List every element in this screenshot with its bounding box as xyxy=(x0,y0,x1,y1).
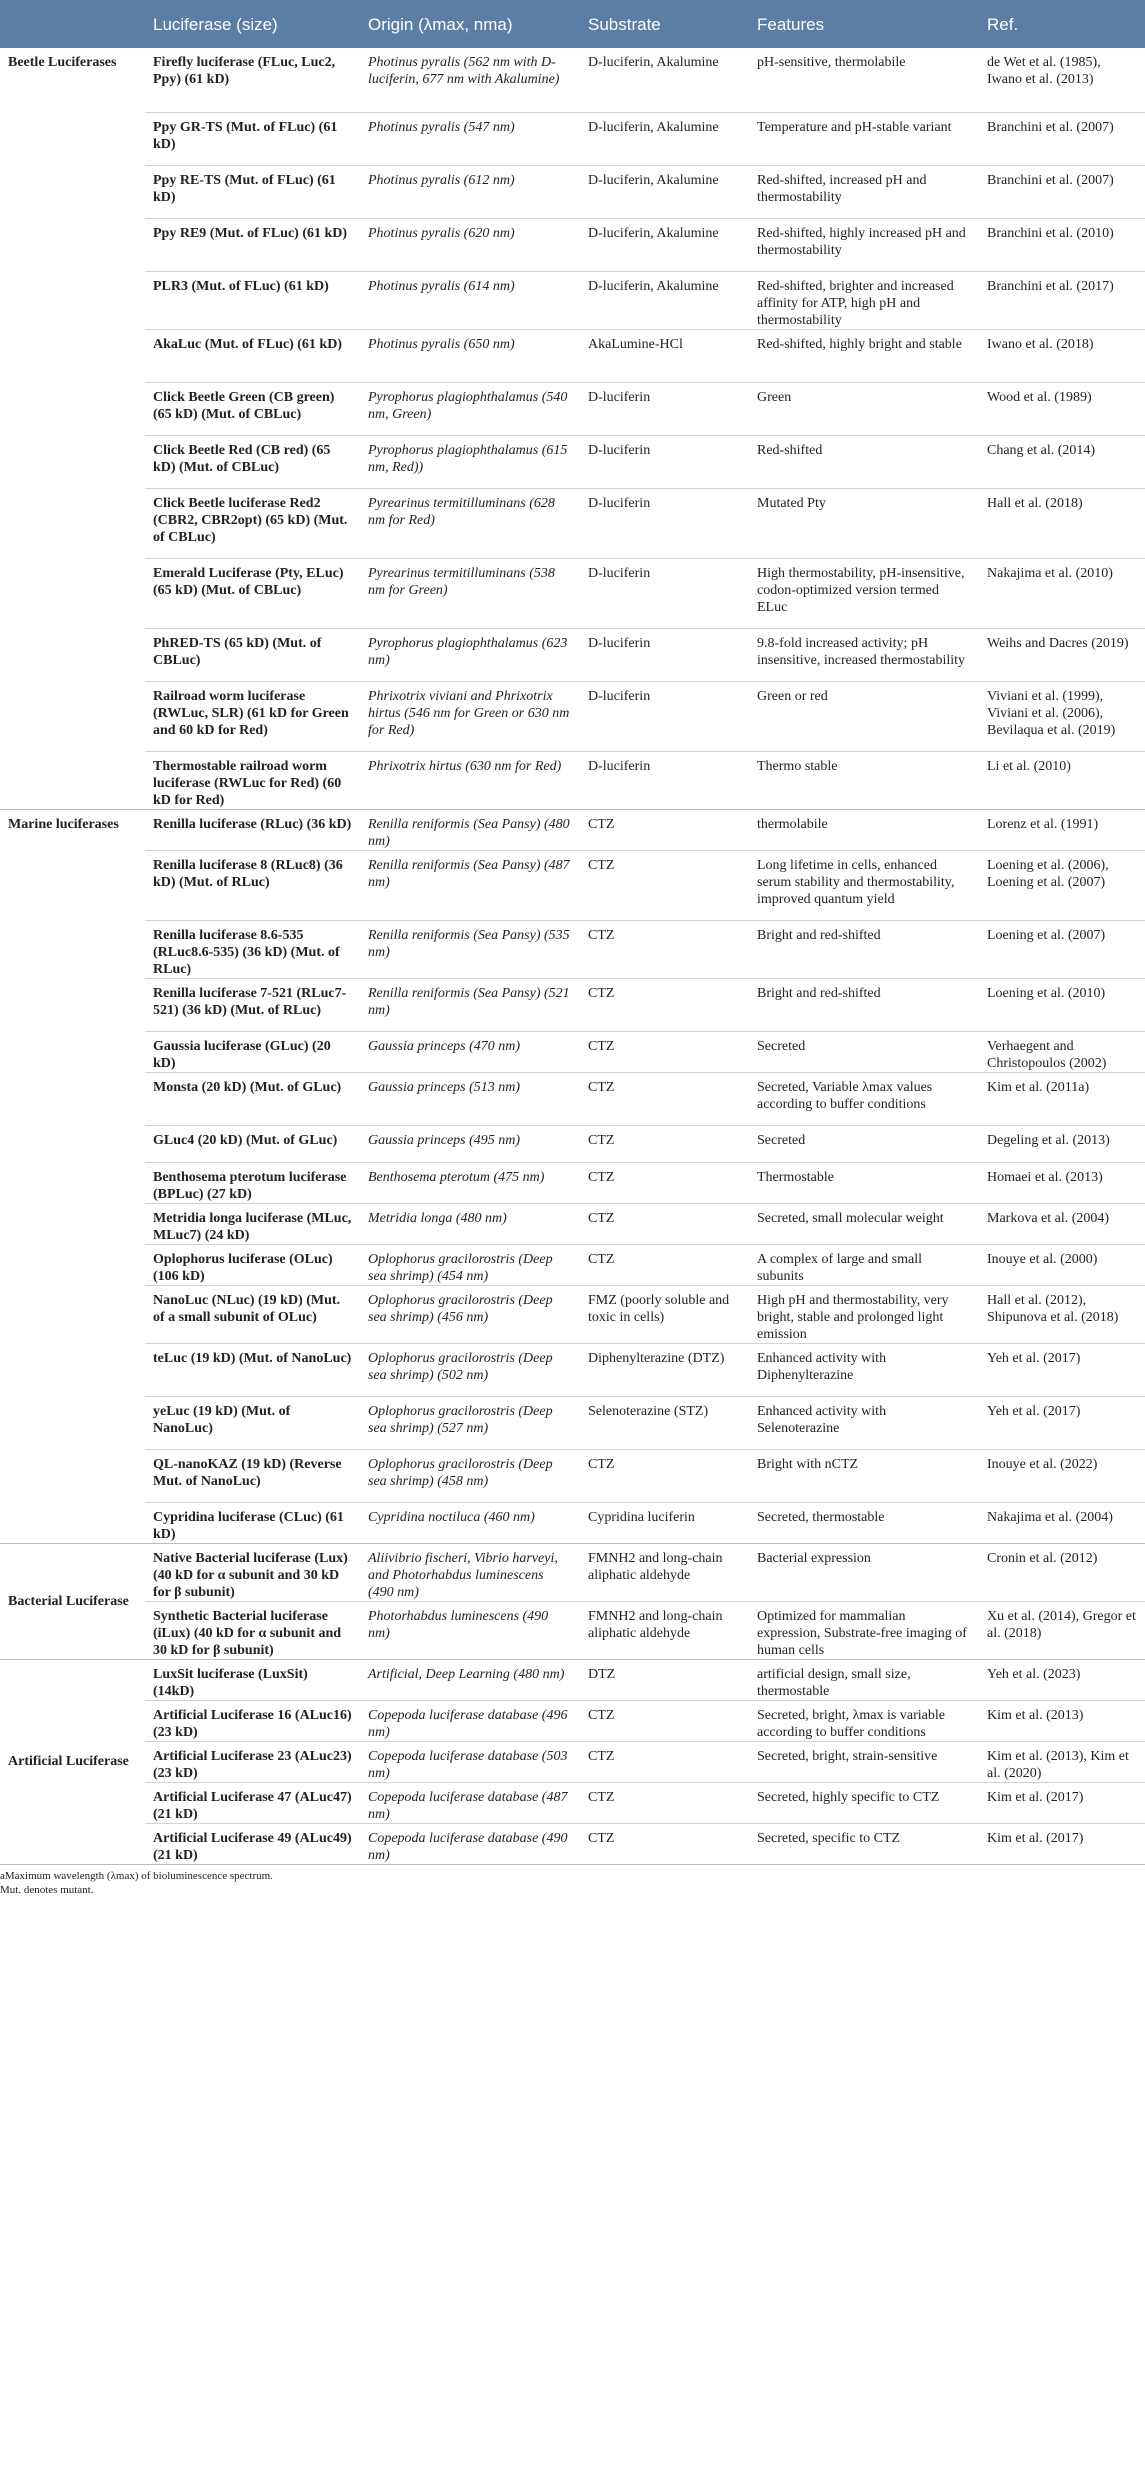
table-row xyxy=(0,850,1145,920)
cell-substrate: CTZ xyxy=(580,978,749,1031)
cell-origin: Pyrearinus termitilluminans (538 nm for Green) xyxy=(360,558,580,628)
header-substrate: Substrate xyxy=(580,0,749,48)
cell-name: GLuc4 (20 kD) (Mut. of GLuc) xyxy=(145,1125,360,1162)
cell-name: Click Beetle luciferase Red2 (CBR2, CBR2opt) (65 kD) (Mut. of CBLuc) xyxy=(145,488,360,558)
cell-substrate: CTZ xyxy=(588,816,615,832)
cell-substrate: Selenoterazine (STZ) xyxy=(580,1396,749,1449)
cell-features: Bright and red-shifted xyxy=(749,978,979,1031)
table-row xyxy=(0,1700,1145,1741)
cell-name: Ppy RE9 (Mut. of FLuc) (61 kD) xyxy=(145,218,360,271)
cell-ref: Wood et al. (1989) xyxy=(979,382,1145,435)
cell-features: Secreted, Variable λmax values according to buffer conditions xyxy=(749,1072,979,1125)
cell-name: AkaLuc (Mut. of FLuc) (61 kD) xyxy=(145,329,360,382)
table-row xyxy=(0,271,1145,329)
cell-substrate: CTZ xyxy=(580,1823,749,1864)
cell-ref: Chang et al. (2014) xyxy=(979,435,1145,488)
cell-name: Renilla luciferase 8 (RLuc8) (36 kD) (Mut. of RLuc) xyxy=(145,850,360,920)
table-row xyxy=(0,809,1145,850)
cell-origin: Copepoda luciferase database (503 nm) xyxy=(360,1741,580,1782)
cell-features: Thermo stable xyxy=(749,751,979,809)
table-row xyxy=(0,1125,1145,1162)
cell-name: Renilla luciferase 8.6-535 (RLuc8.6-535) (36 kD) (Mut. of RLuc) xyxy=(145,920,360,978)
cell-substrate: CTZ xyxy=(580,1741,749,1782)
table-row xyxy=(0,1072,1145,1125)
cell-origin: Photinus pyralis (620 nm) xyxy=(360,218,580,271)
cell-name: Ppy RE-TS (Mut. of FLuc) (61 kD) xyxy=(145,165,360,218)
cell-origin: Pyrearinus termitilluminans (628 nm for Red) xyxy=(360,488,580,558)
cell-ref: Kim et al. (2013), Kim et al. (2020) xyxy=(979,1741,1145,1782)
cell-origin: Phrixotrix viviani and Phrixotrix hirtus (546 nm for Green or 630 nm for Red) xyxy=(360,681,580,751)
cell-features: Secreted, bright, strain-sensitive xyxy=(749,1741,979,1782)
cell-features: Red-shifted xyxy=(749,435,979,488)
table-row xyxy=(0,1162,1145,1203)
cell-substrate: CTZ xyxy=(580,1203,749,1244)
cell-origin: Phrixotrix hirtus (630 nm for Red) xyxy=(360,751,580,809)
table-row xyxy=(0,978,1145,1031)
cell-ref: Inouye et al. (2000) xyxy=(979,1244,1145,1285)
cell-substrate: D-luciferin xyxy=(580,751,749,809)
category-label: Bacterial Luciferase xyxy=(0,1543,145,1659)
cell-name: Metridia longa luciferase (MLuc, MLuc7) (24 kD) xyxy=(145,1203,360,1244)
table-row xyxy=(0,1449,1145,1502)
cell-origin: Pyrophorus plagiophthalamus (540 nm, Green) xyxy=(360,382,580,435)
cell-name: teLuc (19 kD) (Mut. of NanoLuc) xyxy=(145,1343,360,1396)
cell-name: NanoLuc (NLuc) (19 kD) (Mut. of a small subunit of OLuc) xyxy=(145,1285,360,1343)
table-row xyxy=(0,112,1145,165)
table-row xyxy=(0,681,1145,751)
cell-origin: Oplophorus gracilorostris (Deep sea shrimp) (456 nm) xyxy=(360,1285,580,1343)
cell-substrate: D-luciferin xyxy=(580,382,749,435)
cell-name: Oplophorus luciferase (OLuc) (106 kD) xyxy=(145,1244,360,1285)
cell-origin: Copepoda luciferase database (496 nm) xyxy=(360,1700,580,1741)
cell-name: Click Beetle Green (CB green) (65 kD) (Mut. of CBLuc) xyxy=(145,382,360,435)
cell-origin: Photinus pyralis (612 nm) xyxy=(360,165,580,218)
cell-features: High pH and thermostability, very bright, stable and prolonged light emission xyxy=(749,1285,979,1343)
table-row xyxy=(0,1285,1145,1343)
cell-substrate: CTZ xyxy=(580,920,749,978)
cell-origin: Photinus pyralis (614 nm) xyxy=(360,271,580,329)
cell-name: Emerald Luciferase (Pty, ELuc) (65 kD) (Mut. of CBLuc) xyxy=(145,558,360,628)
cell-origin: Renilla reniformis (Sea Pansy) (521 nm) xyxy=(360,978,580,1031)
cell-ref: Branchini et al. (2017) xyxy=(979,271,1145,329)
cell-features: Secreted, thermostable xyxy=(749,1502,979,1543)
cell-ref: Weihs and Dacres (2019) xyxy=(979,628,1145,681)
cell-features: Bright and red-shifted xyxy=(749,920,979,978)
cell-name: PhRED-TS (65 kD) (Mut. of CBLuc) xyxy=(145,628,360,681)
cell-name: yeLuc (19 kD) (Mut. of NanoLuc) xyxy=(145,1396,360,1449)
cell-ref: Nakajima et al. (2004) xyxy=(979,1502,1145,1543)
table-row xyxy=(0,1203,1145,1244)
cell-substrate: D-luciferin xyxy=(580,681,749,751)
cell-substrate: D-luciferin, Akalumine xyxy=(580,165,749,218)
cell-origin: Cypridina noctiluca (460 nm) xyxy=(360,1502,580,1543)
cell-origin: Copepoda luciferase database (487 nm) xyxy=(360,1782,580,1823)
cell-features: Secreted, small molecular weight xyxy=(749,1203,979,1244)
cell-features: Red-shifted, increased pH and thermostability xyxy=(749,165,979,218)
cell-origin: Gaussia princeps (513 nm) xyxy=(360,1072,580,1125)
cell-substrate: CTZ xyxy=(580,1449,749,1502)
cell-ref: Branchini et al. (2007) xyxy=(979,112,1145,165)
cell-substrate: D-luciferin xyxy=(580,628,749,681)
table-row xyxy=(0,165,1145,218)
cell-features: Bright with nCTZ xyxy=(749,1449,979,1502)
cell-ref: Markova et al. (2004) xyxy=(979,1203,1145,1244)
cell-ref: Yeh et al. (2017) xyxy=(979,1396,1145,1449)
cell-origin: Gaussia princeps (470 nm) xyxy=(360,1031,580,1072)
cell-name: Artificial Luciferase 23 (ALuc23) (23 kD) xyxy=(145,1741,360,1782)
footnote-mutant: Mut. denotes mutant. xyxy=(0,1883,94,1896)
cell-name: Renilla luciferase (RLuc) (36 kD) xyxy=(153,816,352,832)
cell-origin: Photinus pyralis (547 nm) xyxy=(360,112,580,165)
cell-name: Click Beetle Red (CB red) (65 kD) (Mut. of CBLuc) xyxy=(145,435,360,488)
header-ref: Ref. xyxy=(979,0,1145,48)
cell-ref: Loening et al. (2006), Loening et al. (2007) xyxy=(979,850,1145,920)
cell-ref: Hall et al. (2018) xyxy=(979,488,1145,558)
cell-features: Temperature and pH-stable variant xyxy=(749,112,979,165)
cell-ref: Kim et al. (2017) xyxy=(979,1782,1145,1823)
cell-origin: Metridia longa (480 nm) xyxy=(360,1203,580,1244)
cell-features: Secreted, bright, λmax is variable according to buffer conditions xyxy=(749,1700,979,1741)
cell-features: artificial design, small size, thermostable xyxy=(757,1666,911,1699)
cell-features: 9.8-fold increased activity; pH insensitive, increased thermostability xyxy=(749,628,979,681)
table-header xyxy=(0,0,1145,48)
cell-name: QL-nanoKAZ (19 kD) (Reverse Mut. of NanoLuc) xyxy=(145,1449,360,1502)
cell-substrate: D-luciferin xyxy=(580,488,749,558)
cell-origin: Renilla reniformis (Sea Pansy) (487 nm) xyxy=(360,850,580,920)
cell-features: thermolabile xyxy=(757,816,828,832)
cell-origin: Copepoda luciferase database (490 nm) xyxy=(360,1823,580,1864)
cell-substrate: CTZ xyxy=(580,1162,749,1203)
footnote: aMaximum wavelength (λmax) of bioluminescence spectrum. xyxy=(0,1869,273,1882)
table-row xyxy=(0,435,1145,488)
cell-name: Monsta (20 kD) (Mut. of GLuc) xyxy=(145,1072,360,1125)
cell-ref: Xu et al. (2014), Gregor et al. (2018) xyxy=(979,1601,1145,1659)
cell-origin: Gaussia princeps (495 nm) xyxy=(360,1125,580,1162)
cell-ref: Kim et al. (2011a) xyxy=(979,1072,1145,1125)
cell-features: High thermostability, pH-insensitive, codon-optimized version termed ELuc xyxy=(749,558,979,628)
header-row xyxy=(0,0,1145,48)
cell-substrate: CTZ xyxy=(580,1125,749,1162)
cell-ref: Verhaegent and Christopoulos (2002) xyxy=(979,1031,1145,1072)
cell-features: Secreted xyxy=(749,1031,979,1072)
cell-ref: Yeh et al. (2017) xyxy=(979,1343,1145,1396)
cell-name: Artificial Luciferase 49 (ALuc49) (21 kD) xyxy=(145,1823,360,1864)
cell-ref: Degeling et al. (2013) xyxy=(979,1125,1145,1162)
cell-features: Secreted xyxy=(749,1125,979,1162)
cell-origin: Benthosema pterotum (475 nm) xyxy=(360,1162,580,1203)
cell-origin: Oplophorus gracilorostris (Deep sea shrimp) (502 nm) xyxy=(360,1343,580,1396)
cell-origin: Oplophorus gracilorostris (Deep sea shrimp) (454 nm) xyxy=(360,1244,580,1285)
cell-origin: Oplophorus gracilorostris (Deep sea shrimp) (458 nm) xyxy=(360,1449,580,1502)
cell-origin: Photinus pyralis (650 nm) xyxy=(360,329,580,382)
table-row xyxy=(0,488,1145,558)
cell-ref: Hall et al. (2012), Shipunova et al. (2018) xyxy=(979,1285,1145,1343)
cell-substrate: D-luciferin, Akalumine xyxy=(588,55,719,70)
table-row xyxy=(0,558,1145,628)
category-label: Artificial Luciferase xyxy=(0,1659,145,1864)
cell-name: PLR3 (Mut. of FLuc) (61 kD) xyxy=(145,271,360,329)
cell-name: Artificial Luciferase 47 (ALuc47) (21 kD) xyxy=(145,1782,360,1823)
cell-substrate: D-luciferin, Akalumine xyxy=(580,112,749,165)
cell-features: Thermostable xyxy=(749,1162,979,1203)
table-row xyxy=(0,920,1145,978)
cell-ref: Lorenz et al. (1991) xyxy=(987,816,1099,832)
table-row xyxy=(0,1741,1145,1782)
cell-origin: Oplophorus gracilorostris (Deep sea shrimp) (527 nm) xyxy=(360,1396,580,1449)
table-row xyxy=(0,218,1145,271)
cell-ref: Inouye et al. (2022) xyxy=(979,1449,1145,1502)
category-label: Marine luciferases xyxy=(0,809,145,1543)
cell-name: Firefly luciferase (FLuc, Luc2, Ppy) (61 kD) xyxy=(153,55,336,87)
table-row xyxy=(0,1601,1145,1659)
cell-origin: Photorhabdus luminescens (490 nm) xyxy=(360,1601,580,1659)
cell-substrate: CTZ xyxy=(580,1072,749,1125)
cell-ref: Branchini et al. (2010) xyxy=(979,218,1145,271)
cell-features: Red-shifted, highly bright and stable xyxy=(749,329,979,382)
table-row xyxy=(0,1031,1145,1072)
cell-name: Railroad worm luciferase (RWLuc, SLR) (61 kD for Green and 60 kD for Red) xyxy=(145,681,360,751)
cell-features: Enhanced activity with Diphenylterazine xyxy=(749,1343,979,1396)
cell-origin: Photinus pyralis (562 nm with D-luciferin, 677 nm with Akalumine) xyxy=(368,55,560,87)
cell-ref: de Wet et al. (1985), Iwano et al. (2013) xyxy=(987,55,1101,87)
cell-features: Green or red xyxy=(749,681,979,751)
cell-name: Cypridina luciferase (CLuc) (61 kD) xyxy=(145,1502,360,1543)
cell-substrate: CTZ xyxy=(580,1782,749,1823)
cell-substrate: CTZ xyxy=(580,1700,749,1741)
cell-ref: Loening et al. (2007) xyxy=(979,920,1145,978)
cell-features: A complex of large and small subunits xyxy=(749,1244,979,1285)
table-row xyxy=(0,1543,1145,1601)
table-row xyxy=(0,628,1145,681)
cell-origin: Pyrophorus plagiophthalamus (623 nm) xyxy=(360,628,580,681)
cell-ref: Yeh et al. (2023) xyxy=(987,1666,1081,1682)
cell-features: Long lifetime in cells, enhanced serum stability and thermostability, improved quantum yield xyxy=(749,850,979,920)
cell-name: Renilla luciferase 7-521 (RLuc7-521) (36 kD) (Mut. of RLuc) xyxy=(145,978,360,1031)
cell-substrate: D-luciferin xyxy=(580,435,749,488)
cell-name: Gaussia luciferase (GLuc) (20 kD) xyxy=(145,1031,360,1072)
cell-features: Red-shifted, brighter and increased affinity for ATP, high pH and thermostability xyxy=(749,271,979,329)
cell-substrate: D-luciferin xyxy=(580,558,749,628)
cell-substrate: FMZ (poorly soluble and toxic in cells) xyxy=(580,1285,749,1343)
cell-substrate: D-luciferin, Akalumine xyxy=(580,218,749,271)
cell-substrate: CTZ xyxy=(580,850,749,920)
cell-features: Secreted, highly specific to CTZ xyxy=(749,1782,979,1823)
cell-substrate: CTZ xyxy=(580,1244,749,1285)
cell-ref: Loening et al. (2010) xyxy=(979,978,1145,1031)
header-luciferase: Luciferase (size) xyxy=(145,0,360,48)
cell-substrate: CTZ xyxy=(580,1031,749,1072)
cell-substrate: DTZ xyxy=(588,1666,616,1682)
cell-name: Benthosema pterotum luciferase (BPLuc) (27 kD) xyxy=(145,1162,360,1203)
cell-origin: Renilla reniformis (Sea Pansy) (535 nm) xyxy=(360,920,580,978)
cell-ref: Branchini et al. (2007) xyxy=(979,165,1145,218)
cell-origin: Aliivibrio fischeri, Vibrio harveyi, and Photorhabdus luminescens (490 nm) xyxy=(368,1550,558,1600)
cell-ref: Kim et al. (2013) xyxy=(979,1700,1145,1741)
cell-name: Artificial Luciferase 16 (ALuc16) (23 kD) xyxy=(145,1700,360,1741)
table-row xyxy=(0,1396,1145,1449)
cell-ref: Li et al. (2010) xyxy=(979,751,1145,809)
table-body xyxy=(0,48,1145,1864)
cell-substrate: Cypridina luciferin xyxy=(580,1502,749,1543)
cell-origin: Pyrophorus plagiophthalamus (615 nm, Red)) xyxy=(360,435,580,488)
category-label: Beetle Luciferases xyxy=(0,48,145,809)
header-features: Features xyxy=(749,0,979,48)
cell-substrate: FMNH2 and long-chain aliphatic aldehyde xyxy=(580,1601,749,1659)
cell-ref: Nakajima et al. (2010) xyxy=(979,558,1145,628)
cell-features: Green xyxy=(749,382,979,435)
cell-features: Red-shifted, highly increased pH and thermostability xyxy=(749,218,979,271)
cell-ref: Kim et al. (2017) xyxy=(979,1823,1145,1864)
cell-features: Bacterial expression xyxy=(757,1550,871,1566)
cell-features: Secreted, specific to CTZ xyxy=(749,1823,979,1864)
table-row xyxy=(0,1343,1145,1396)
cell-origin: Artificial, Deep Learning (480 nm) xyxy=(368,1666,565,1682)
cell-substrate: Diphenylterazine (DTZ) xyxy=(580,1343,749,1396)
cell-name: LuxSit luciferase (LuxSit) (14kD) xyxy=(153,1666,308,1699)
table-row xyxy=(0,1659,1145,1700)
table-row xyxy=(0,329,1145,382)
cell-name: Thermostable railroad worm luciferase (RWLuc for Red) (60 kD for Red) xyxy=(145,751,360,809)
cell-ref: Cronin et al. (2012) xyxy=(987,1550,1098,1566)
cell-name: Ppy GR-TS (Mut. of FLuc) (61 kD) xyxy=(145,112,360,165)
table-row xyxy=(0,1244,1145,1285)
table-row xyxy=(0,751,1145,809)
cell-name: Synthetic Bacterial luciferase (iLux) (40 kD for α subunit and 30 kD for β subunit) xyxy=(145,1601,360,1659)
table-row xyxy=(0,1823,1145,1864)
cell-origin: Renilla reniformis (Sea Pansy) (480 nm) xyxy=(368,816,570,849)
cell-ref: Iwano et al. (2018) xyxy=(979,329,1145,382)
cell-features: Enhanced activity with Selenoterazine xyxy=(749,1396,979,1449)
header-origin: Origin (λmax, nma) xyxy=(360,0,580,48)
cell-features: Optimized for mammalian expression, Substrate-free imaging of human cells xyxy=(749,1601,979,1659)
table-row xyxy=(0,382,1145,435)
table-row xyxy=(0,1502,1145,1543)
cell-substrate: D-luciferin, Akalumine xyxy=(580,271,749,329)
cell-substrate: AkaLumine-HCl xyxy=(580,329,749,382)
table-row xyxy=(0,1782,1145,1823)
cell-features: pH-sensitive, thermolabile xyxy=(757,55,906,70)
cell-features: Mutated Pty xyxy=(749,488,979,558)
header-category xyxy=(0,0,145,48)
cell-substrate: FMNH2 and long-chain aliphatic aldehyde xyxy=(588,1550,723,1583)
table-row xyxy=(0,48,1145,112)
cell-ref: Viviani et al. (1999), Viviani et al. (2006), Bevilaqua et al. (2019) xyxy=(979,681,1145,751)
cell-ref: Homaei et al. (2013) xyxy=(979,1162,1145,1203)
cell-name: Native Bacterial luciferase (Lux) (40 kD for α subunit and 30 kD for β subunit) xyxy=(153,1550,348,1600)
